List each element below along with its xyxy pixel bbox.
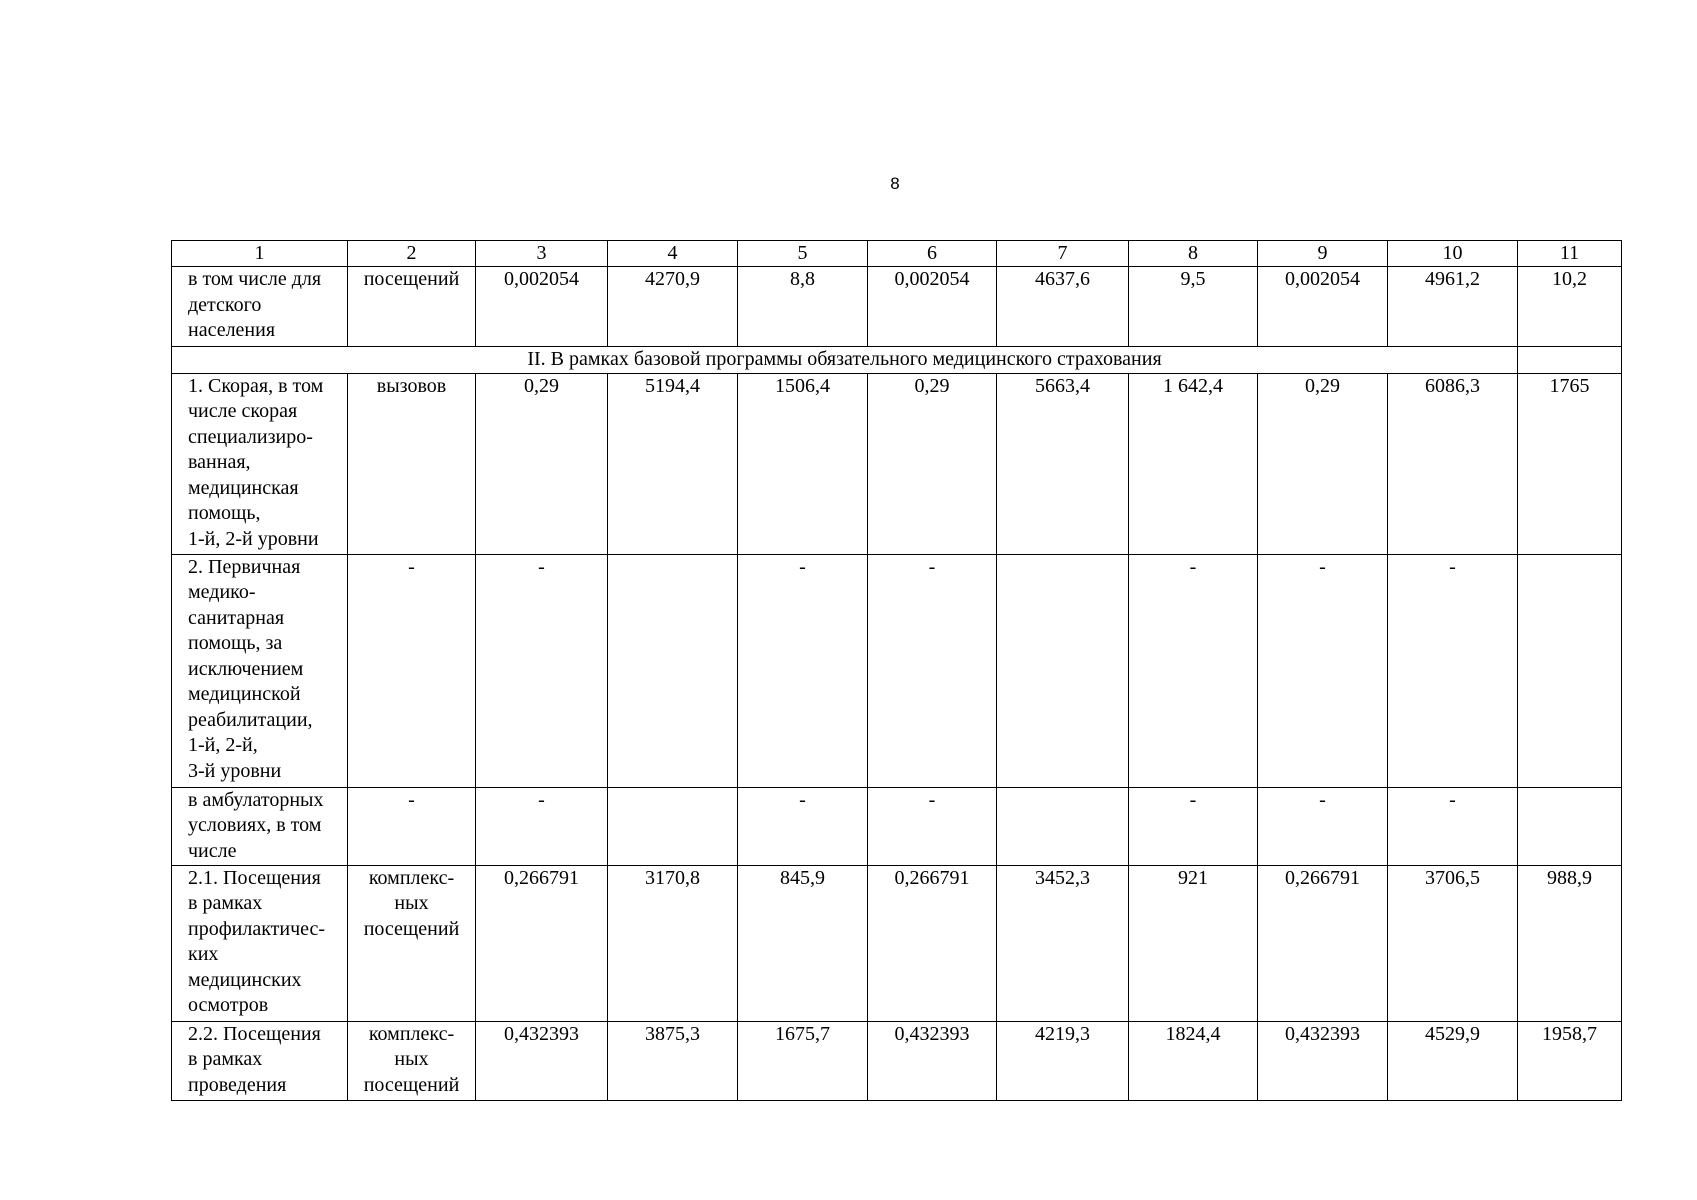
table-cell: 0,432393 (868, 1021, 997, 1100)
column-number: 3 (476, 241, 608, 267)
table-cell (1518, 554, 1622, 787)
row-unit: - (348, 554, 476, 787)
table-cell: 1958,7 (1518, 1021, 1622, 1100)
column-number: 9 (1258, 241, 1388, 267)
table-cell: - (738, 787, 868, 865)
table-cell (1518, 787, 1622, 865)
table-cell: 0,266791 (1258, 865, 1388, 1021)
row-name: 2. Первичная медико- санитарная помощь, за исключением медицинской реабилитации, 1-й, 2-й, 3-й уровни (172, 554, 348, 787)
table-row (172, 865, 1622, 1021)
section-header-row (172, 347, 1622, 374)
page-number: 8 (890, 174, 900, 193)
table-row (172, 373, 1622, 554)
row-name: в том числе для детского населения (172, 267, 348, 347)
column-number: 4 (608, 241, 738, 267)
table-cell: - (1258, 787, 1388, 865)
table-cell: 0,432393 (476, 1021, 608, 1100)
row-name: 1. Скорая, в том числе скорая специализиро- ванная, медицинская помощь, 1-й, 2-й уровни (172, 373, 348, 554)
table-cell: - (1129, 554, 1258, 787)
table-cell: 10,2 (1518, 267, 1622, 347)
section-title: II. В рамках базовой программы обязательного медицинского страхования (172, 347, 1518, 374)
table-cell: 5663,4 (997, 373, 1129, 554)
table-cell: 4637,6 (997, 267, 1129, 347)
row-unit: комплекс- ных посещений (348, 865, 476, 1021)
table-cell: 0,29 (868, 373, 997, 554)
table-cell: - (868, 554, 997, 787)
table-cell: 1506,4 (738, 373, 868, 554)
table-cell: 921 (1129, 865, 1258, 1021)
table-cell: 1 642,4 (1129, 373, 1258, 554)
table-cell: 988,9 (1518, 865, 1622, 1021)
table-cell: 0,432393 (1258, 1021, 1388, 1100)
table-cell: - (1388, 554, 1518, 787)
table-cell: 0,29 (476, 373, 608, 554)
table-cell: 0,002054 (868, 267, 997, 347)
table-cell: - (738, 554, 868, 787)
table-cell (1518, 347, 1622, 374)
table-cell: 6086,3 (1388, 373, 1518, 554)
table-cell: - (1129, 787, 1258, 865)
column-number: 7 (997, 241, 1129, 267)
table-row (172, 787, 1622, 865)
table-cell (608, 787, 738, 865)
row-unit: - (348, 787, 476, 865)
row-unit: посещений (348, 267, 476, 347)
table-cell: - (476, 787, 608, 865)
column-number: 10 (1388, 241, 1518, 267)
table-cell: - (868, 787, 997, 865)
table-cell: 8,8 (738, 267, 868, 347)
table-cell: 1824,4 (1129, 1021, 1258, 1100)
table-cell: 5194,4 (608, 373, 738, 554)
column-number-row (172, 241, 1622, 267)
row-name: 2.2. Посещения в рамках проведения (172, 1021, 348, 1100)
table-cell (997, 787, 1129, 865)
table-cell: 4961,2 (1388, 267, 1518, 347)
column-number: 1 (172, 241, 348, 267)
table-cell: 3706,5 (1388, 865, 1518, 1021)
table-cell (997, 554, 1129, 787)
table-cell: 3875,3 (608, 1021, 738, 1100)
column-number: 8 (1129, 241, 1258, 267)
table-cell: 0,266791 (868, 865, 997, 1021)
table-cell: 4529,9 (1388, 1021, 1518, 1100)
table-cell: 1675,7 (738, 1021, 868, 1100)
table-cell: 4270,9 (608, 267, 738, 347)
table-cell: 0,29 (1258, 373, 1388, 554)
row-name: 2.1. Посещения в рамках профилактичес- ких медицинских осмотров (172, 865, 348, 1021)
table-cell: 845,9 (738, 865, 868, 1021)
table-cell: 0,002054 (1258, 267, 1388, 347)
row-name: в амбулаторных условиях, в том числе (172, 787, 348, 865)
table-cell: 0,002054 (476, 267, 608, 347)
table-cell: 0,266791 (476, 865, 608, 1021)
table-row (172, 554, 1622, 787)
table-row (172, 1021, 1622, 1100)
column-number: 11 (1518, 241, 1622, 267)
row-unit: вызовов (348, 373, 476, 554)
table-cell: 9,5 (1129, 267, 1258, 347)
table-cell: 1765 (1518, 373, 1622, 554)
column-number: 5 (738, 241, 868, 267)
table-row (172, 267, 1622, 347)
table-cell: 4219,3 (997, 1021, 1129, 1100)
column-number: 2 (348, 241, 476, 267)
row-unit: комплекс- ных посещений (348, 1021, 476, 1100)
table-cell: - (1388, 787, 1518, 865)
table-cell: - (476, 554, 608, 787)
table-cell: - (1258, 554, 1388, 787)
data-table (171, 240, 1622, 1101)
table-cell (608, 554, 738, 787)
column-number: 6 (868, 241, 997, 267)
table-cell: 3452,3 (997, 865, 1129, 1021)
table-cell: 3170,8 (608, 865, 738, 1021)
